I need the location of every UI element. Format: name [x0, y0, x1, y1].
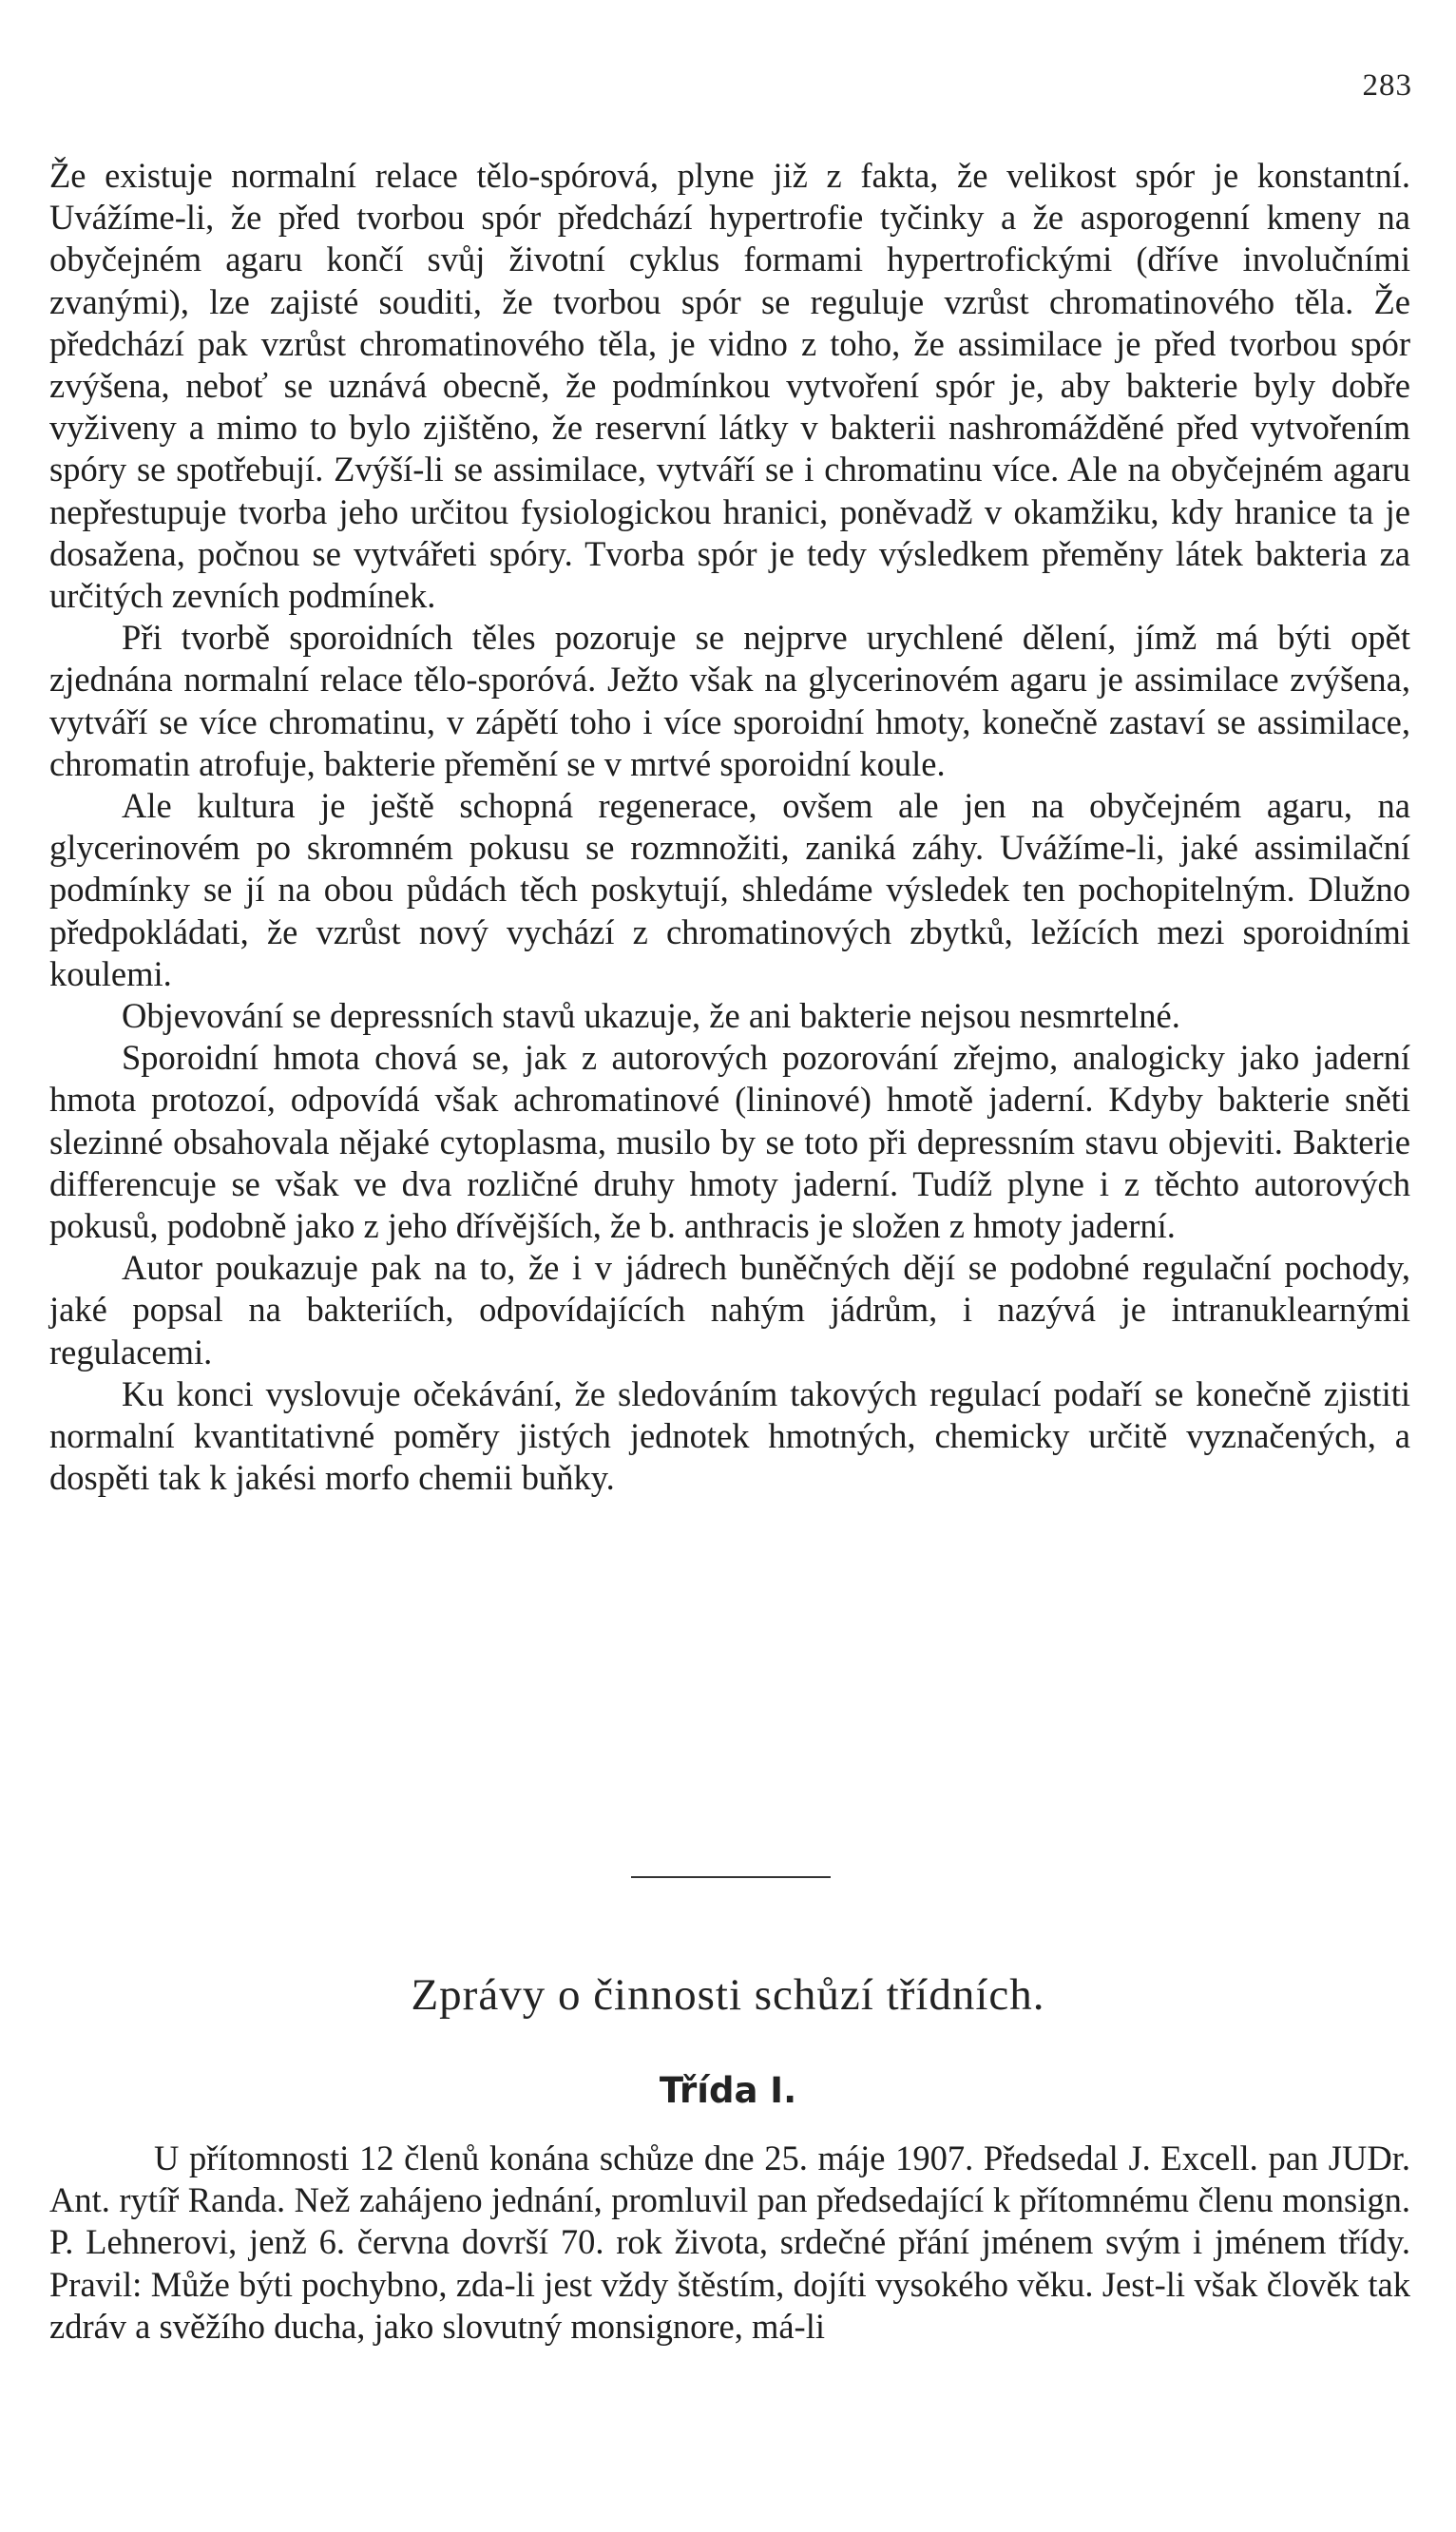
article-body [49, 155, 1410, 1500]
section-divider [631, 1876, 831, 1878]
page-number: 283 [1362, 68, 1412, 103]
article-paragraph: Ku konci vyslovuje očekávání, že sledováním takových regulací podaří se konečně zjistiti normalní kvantitativné poměry jistých jednotek hmotných, chemicky určitě vyznačených, a dospěti tak k jakési morfo chemii buňky. [49, 1373, 1410, 1498]
article-paragraph: Že existuje normalní relace tělo-spórová, plyne již z fakta, že velikost spór je konstantní. Uvážíme-li, že před tvorbou spór předchází hypertrofie tyčinky a že asporogenní kmeny na obyčejném agaru končí svůj životní cyklus formami hypertrofickými (dříve involučními zvanými), lze zajisté souditi, že tvorbou spór se reguluje vzrůst chromatinového těla. Že předchází pak vzrůst chromatinového těla, je vidno z toho, že assimilace je před tvorbou spór zvýšena, neboť se uznává obecně, že podmínkou vytvoření spór je, aby bakterie byly dobře vyživeny a mimo to bylo zjištěno, že reservní látky v bakterii nashromážděné před vytvořením spóry se spotřebují. Zvýší-li se assimilace, vytváří se i chromatinu více. Ale na obyčejném agaru nepřestupuje tvorba jeho určitou fysiologickou hranici, poněvadž v okamžiku, kdy hranice ta je dosažena, počnou se vytvářeti spóry. Tvorba spór je tedy výsledkem přeměny látek bakteria za určitých zevních podmínek. [49, 156, 1410, 616]
section-title: Zprávy o činnosti schůzí třídních. [411, 1970, 1045, 2020]
report-paragraph: U přítomnosti 12 členů konána schůze dne 25. máje 1907. Předsedal J. Excell. pan JUDr. Ant. rytíř Randa. Než zahájeno jednání, promluvil pan předsedající k přítomnému členu monsign. P. Lehnerovi, jenž 6. června dovrší 70. rok života, srdečné přání jménem svým i jménem třídy. Pravil: Může býti pochybno, zda-li jest vždy štěstím, dojíti vysokého věku. Jest-li však člověk tak zdráv a svěžího ducha, jako slovutný monsignore, má-li [49, 2139, 1410, 2346]
class-heading: Třída I. [659, 2070, 797, 2111]
article-paragraph: Sporoidní hmota chová se, jak z autorových pozorování zřejmo, analogicky jako jaderní hmota protozoí, odpovídá však achromatinové (lininové) hmotě jaderní. Kdyby bakterie sněti slezinné obsahovala nějaké cytoplasma, musilo by se toto při depressním stavu objeviti. Bakterie differencuje se však ve dva rozličné druhy hmoty jaderní. Tudíž plyne i z těchto autorových pokusů, podobně jako z jeho dřívějších, že b. anthracis je složen z hmoty jaderní. [49, 1038, 1410, 1246]
article-paragraph: Objevování se depressních stavů ukazuje, že ani bakterie nejsou nesmrtelné. [122, 996, 1180, 1036]
article-paragraph: Při tvorbě sporoidních těles pozoruje se nejprve urychlené dělení, jímž má býti opět zjednána normalní relace tělo-sporóvá. Ježto však na glycerinovém agaru je assimilace zvýšena, vytváří se více chromatinu, v zápětí toho i více sporoidní hmoty, konečně zastaví se assimilace, chromatin atrofuje, bakterie přemění se v mrtvé sporoidní koule. [49, 618, 1410, 783]
article-paragraph: Ale kultura je ještě schopná regenerace, ovšem ale jen na obyčejném agaru, na glycerinovém po skromném pokusu se rozmnožiti, zaniká záhy. Uvážíme-li, jaké assimilační podmínky se jí na obou půdách těch poskytují, shledáme výsledek ten pochopitelným. Dlužno předpokládati, že vzrůst nový vychází z chromatinových zbytků, ležících mezi sporoidními koulemi. [49, 786, 1410, 993]
report-body [49, 2138, 1410, 2348]
article-paragraph: Autor poukazuje pak na to, že i v jádrech buněčných dějí se podobné regulační pochody, jaké popsal na bakteriích, odpovídajících nahým jádrům, i nazývá je intranuklearnými regulacemi. [49, 1248, 1410, 1372]
